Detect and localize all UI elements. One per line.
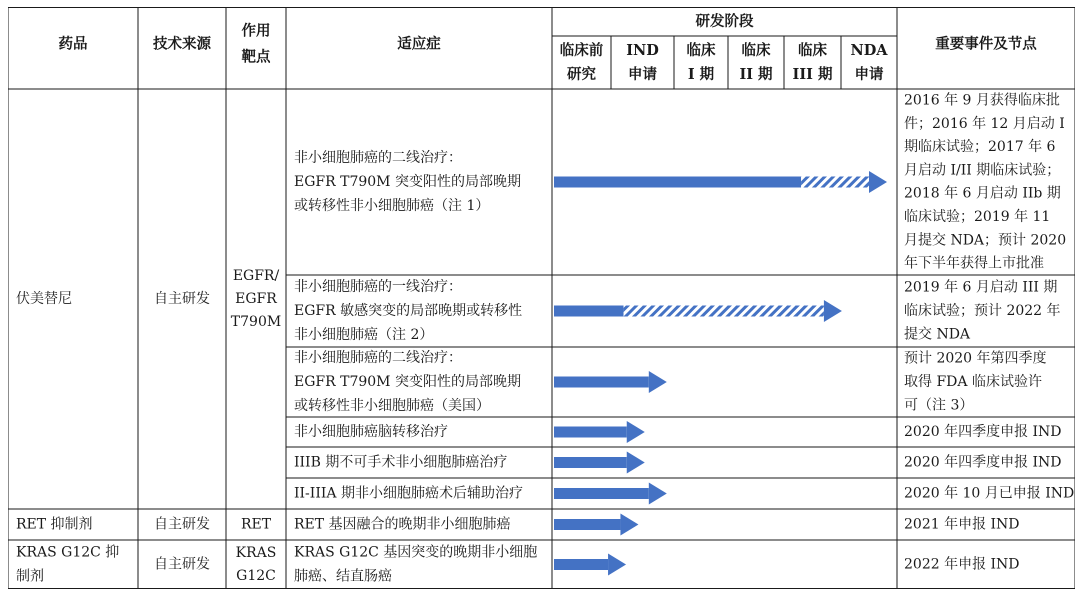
tech-source: 自主研发 [154,291,210,307]
progress-bar-solid [554,457,627,468]
event-text: 2020 年四季度申报 IND [904,454,1062,471]
event-text: 取得 FDA 临床试验许 [904,374,1042,390]
progress-bar-solid [554,488,649,499]
header-stage-4: 临床 [798,42,827,59]
indication-text: 或转移性非小细胞肺癌（美国） [294,398,490,414]
indication-text: EGFR 敏感突变的局部晚期或转移性 [294,303,523,319]
indication-text: KRAS G12C 基因突变的晚期非小细胞 [294,544,538,561]
progress-bar-hatched [801,177,869,188]
indication-text: EGFR T790M 突变阳性的局部晚期 [294,174,521,190]
event-text: 件；2016 年 12 月启动 I [904,115,1065,132]
progress-bar-hatched [624,306,824,317]
header-source: 技术来源 [153,35,211,53]
indication-text: RET 基因融合的晚期非小细胞肺癌 [294,516,511,533]
event-text: 期临床试验；2017 年 6 [904,139,1056,156]
target: T790M [230,314,282,330]
progress-arrowhead [627,421,645,443]
indication-text: 或转移性非小细胞肺癌（注 1） [294,198,490,214]
event-text: 可（注 3） [904,397,974,414]
header-stage-4: III 期 [792,66,833,83]
indication-text: 肺癌、结直肠癌 [294,568,392,585]
progress-arrowhead [627,452,645,474]
event-text: 2019 年 6 月启动 III 期 [904,279,1058,296]
tech-source: 自主研发 [154,556,210,573]
progress-bar-solid [554,427,627,438]
progress-bar-solid [554,377,649,388]
drug-name: RET 抑制剂 [16,516,93,533]
header-stage-group: 研发阶段 [695,13,754,30]
indication-text: 非小细胞肺癌的一线治疗： [294,279,462,295]
progress-arrowhead [869,171,887,193]
event-text: 临床试验；2019 年 11 [904,208,1051,225]
progress-bar-solid [554,519,620,530]
header-stage-1: 申请 [628,66,657,83]
progress-arrowhead [608,554,626,576]
target: EGFR [235,291,277,307]
event-text: 2021 年申报 IND [904,516,1020,533]
progress-arrowhead [649,483,667,505]
progress-arrowhead [649,371,667,393]
header-stage-5: NDA [850,42,888,59]
header-stage-0: 研究 [567,66,596,83]
drug-name: 制剂 [16,568,44,585]
event-text: 2022 年申报 IND [904,556,1020,573]
pipeline-table [8,7,1075,589]
event-text: 临床试验；预计 2022 年 [904,303,1061,319]
header-stage-5: 申请 [854,66,884,83]
indication-text: 非小细胞肺癌（注 2） [294,327,434,343]
event-text: 预计 2020 年第四季度 [904,350,1047,367]
header-target: 作用 [241,22,271,40]
tech-source: 自主研发 [154,516,210,533]
indication-text: II-IIIA 期非小细胞肺癌术后辅助治疗 [294,485,523,502]
progress-bar-solid [554,559,608,570]
event-text: 提交 NDA [904,326,971,343]
indication-text: IIIB 期不可手术非小细胞肺癌治疗 [294,454,508,471]
indication-text: 非小细胞肺癌的二线治疗： [294,150,462,166]
event-text: 2016 年 9 月获得临床批 [904,92,1060,109]
header-stage-3: 临床 [741,42,771,59]
drug-name: 伏美替尼 [16,291,72,307]
drug-name: KRAS G12C 抑 [16,544,120,561]
progress-bar-solid [554,306,624,317]
target: G12C [236,568,276,584]
indication-text: 非小细胞肺癌脑转移治疗 [294,424,448,440]
header-drug: 药品 [58,35,88,53]
event-text: 2018 年 6 月启动 IIb 期 [904,185,1061,202]
target: EGFR/ [232,268,280,284]
target: KRAS [235,545,277,561]
event-text: 2020 年四季度申报 IND [904,424,1062,440]
indication-text: 非小细胞肺癌的二线治疗： [294,350,462,366]
target: RET [240,516,272,533]
progress-bar-solid [554,177,801,188]
header-stage-2: I 期 [687,66,715,83]
header-stage-0: 临床前 [559,42,604,59]
progress-arrowhead [620,514,638,536]
header-stage-3: II 期 [739,66,773,83]
event-text: 月提交 NDA；预计 2020 [904,232,1067,249]
header-target: 靶点 [241,48,271,66]
event-text: 月启动 I/II 期临床试验； [904,162,1061,179]
event-text: 年下半年获得上市批准 [904,255,1044,272]
header-events: 重要事件及节点 [935,35,1037,53]
progress-arrowhead [824,300,842,322]
event-text: 2020 年 10 月已申报 IND [904,485,1075,502]
header-indication: 适应症 [397,35,441,53]
header-stage-1: IND [626,42,659,59]
header-stage-2: 临床 [686,42,716,59]
indication-text: EGFR T790M 突变阳性的局部晚期 [294,374,521,390]
